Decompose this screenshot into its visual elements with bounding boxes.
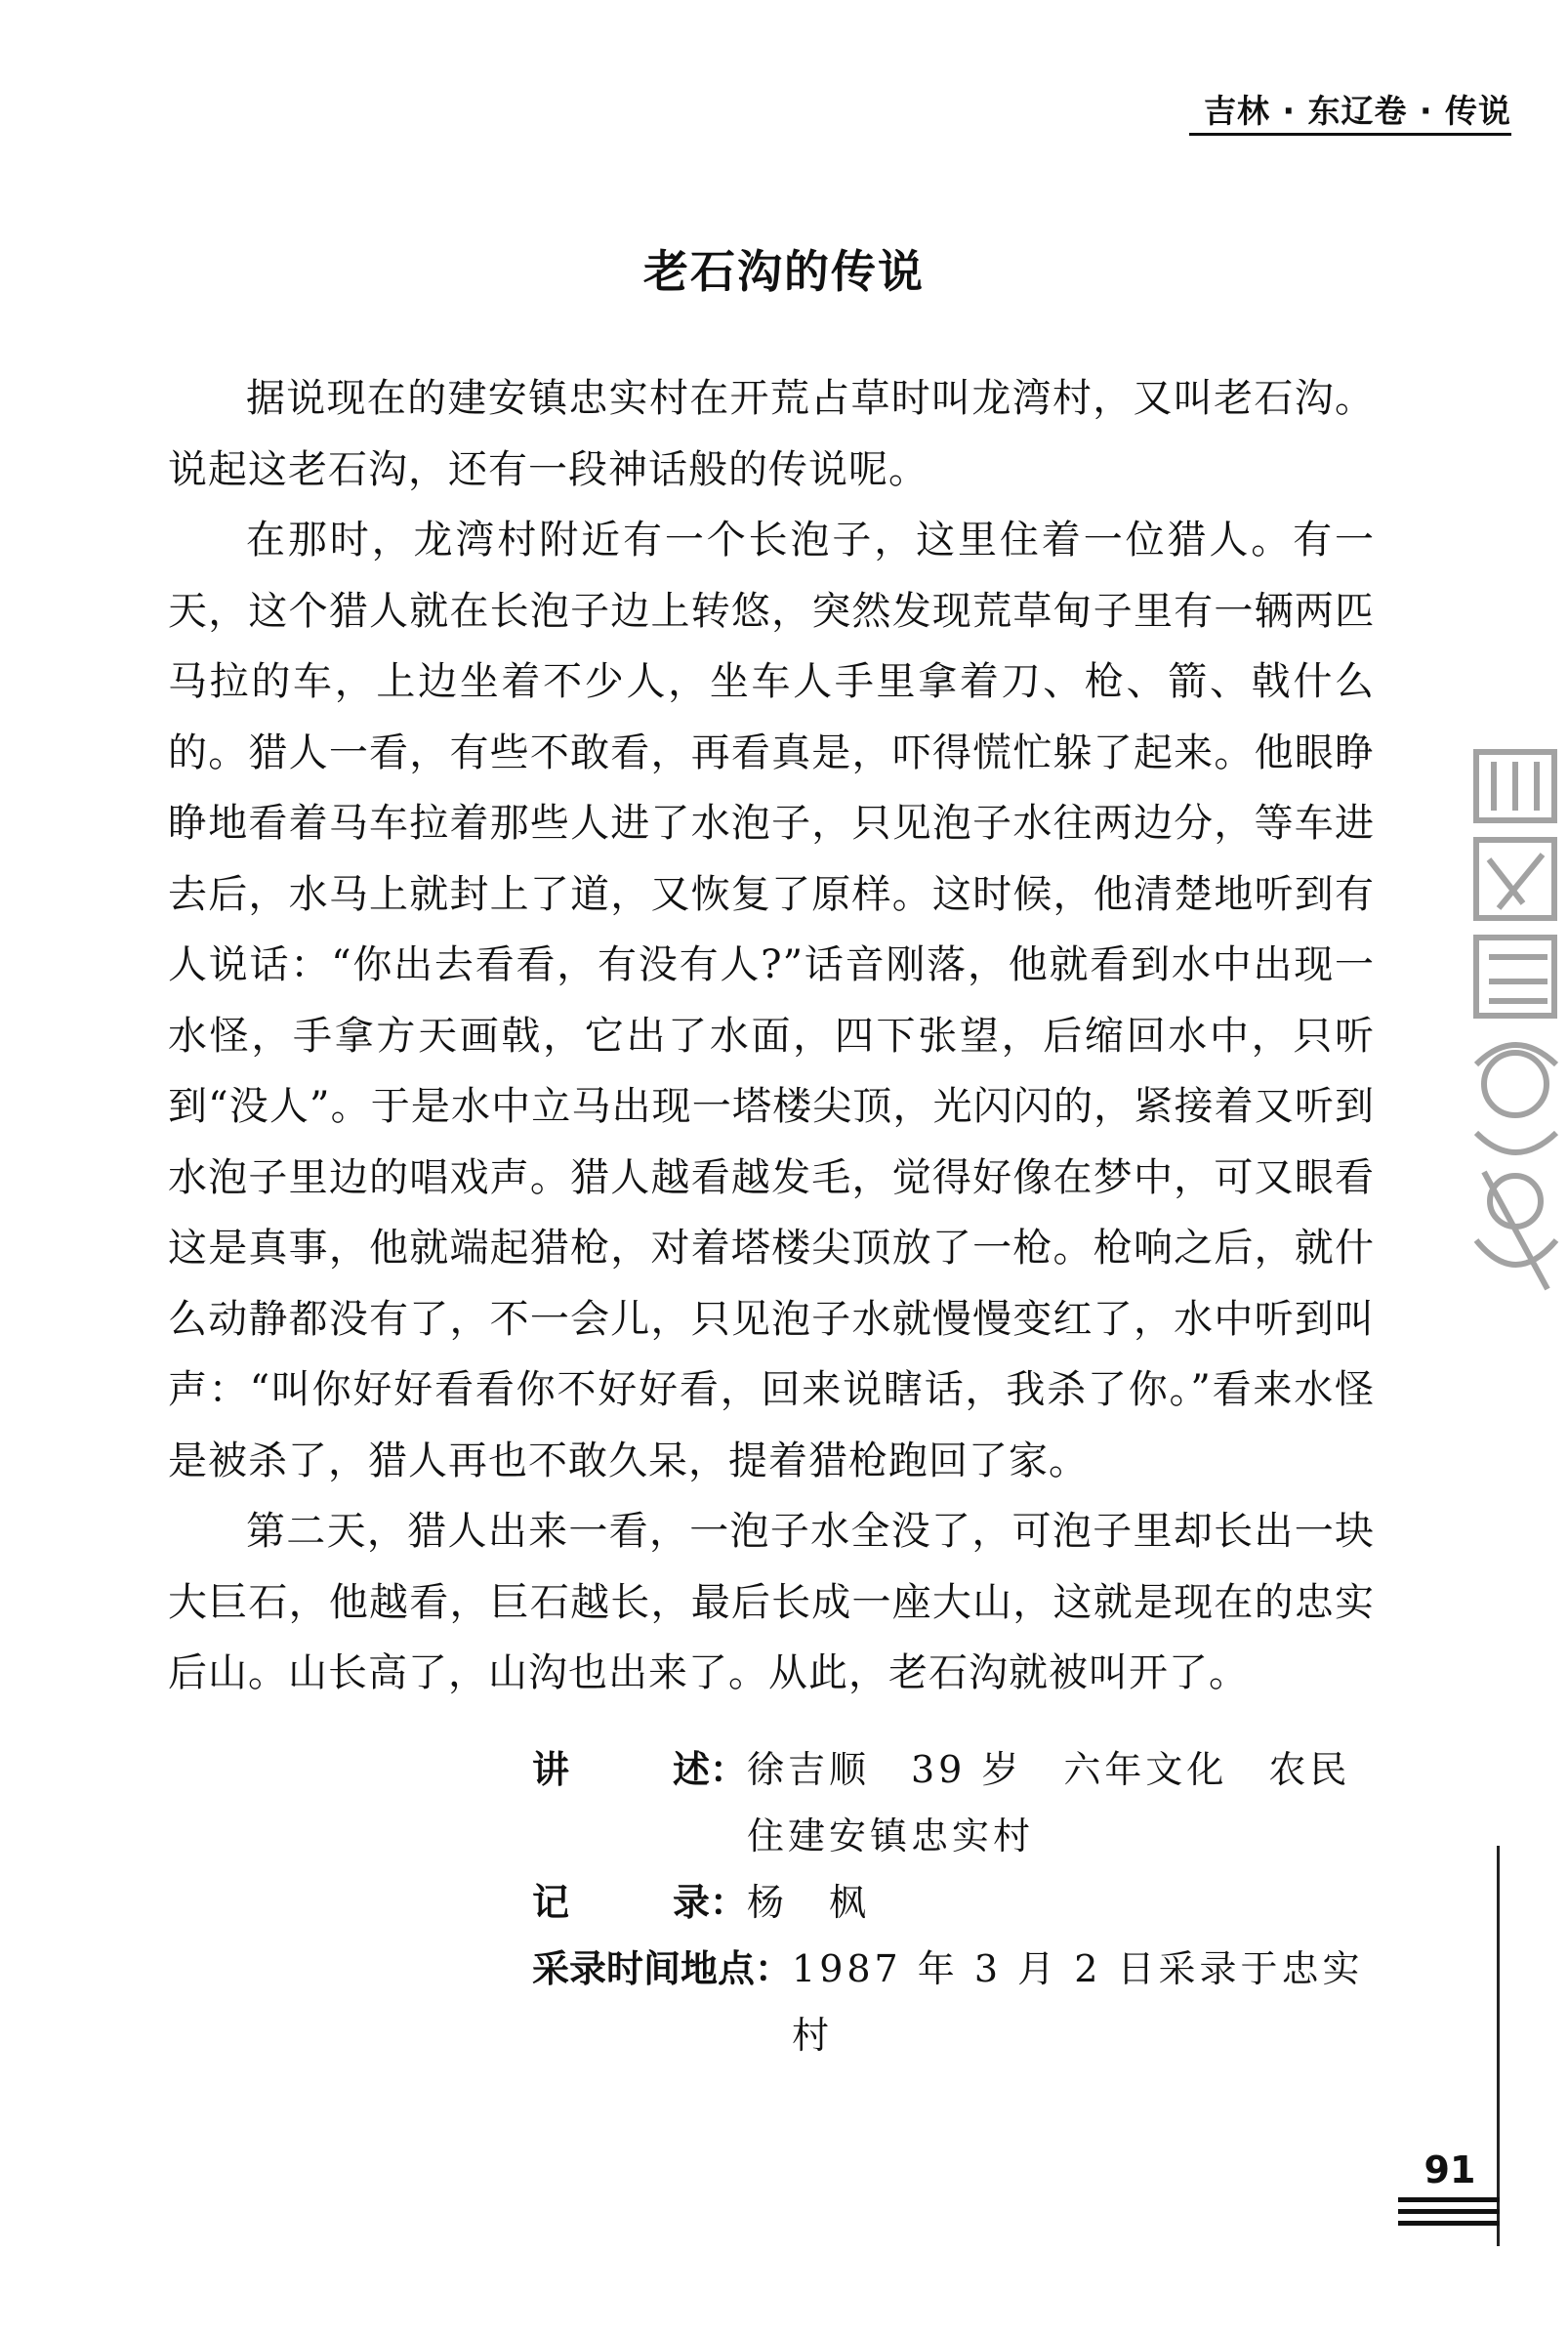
page-number: 91 — [1424, 2148, 1476, 2191]
running-header: 吉林 · 东辽卷 · 传说 — [1203, 92, 1511, 130]
footer-bar — [1398, 2221, 1500, 2226]
narrator-label: 讲 述： — [532, 1748, 747, 1791]
paragraph: 在那时，龙湾村附近有一个长泡子，这里住着一位猎人。有一天，这个猎人就在长泡子边上转悠，突然发现荒草甸子里有一辆两匹马拉的车，上边坐着不少人，坐车人手里拿着刀、枪、箭、戟什么的。猎人一看，有些不敢看，再看真是，吓得慌忙躲了起来。他眼睁睁地看着马车拉着那些人进了水泡子，只见泡子水往两边分，等车进去后，水马上就封上了道，又恢复了原样。这时候，他清楚地听到有人说话：“你出去看看，有没有人?”话音刚落，他就看到水中出现一水怪，手拿方天画戟，它出了水面，四下张望，后缩回水中，只听到“没人”。于是水中立马出现一塔楼尖顶，光闪闪的，紧接着又听到水泡子里边的唱戏声。猎人越看越发毛，觉得好像在梦中，可又眼看这是真事，他就端起猎枪，对着塔楼尖顶放了一枪。枪响之后，就什么动静都没有了，不一会儿，只见泡子水就慢慢变红了，水中听到叫声：“叫你好好看看你不好好看，回来说瞎话，我杀了你。”看来水怪是被杀了，猎人再也不敢久呆，提着猎枪跑回了家。 — [168, 518, 1375, 1483]
credits-block — [532, 1736, 1372, 2068]
header-rule — [1189, 133, 1511, 136]
narrator-value: 徐吉顺 39 岁 六年文化 农民 — [747, 1748, 1351, 1791]
recorder-label: 记 录： — [532, 1881, 747, 1924]
time-place-value: 1987 年 3 月 2 日采录于忠实村 — [792, 1947, 1364, 2057]
recorder-value: 杨 枫 — [747, 1881, 871, 1924]
narrator-row — [532, 1736, 1372, 1803]
footer-bar — [1398, 2197, 1500, 2202]
time-place-label: 采录时间地点： — [532, 1947, 793, 1990]
margin-rule — [1497, 1846, 1500, 2246]
paragraph: 第二天，猎人出来一看，一泡子水全没了，可泡子里却长出一块大巨石，他越看，巨石越长，最后长成一座大山，这就是现在的忠实后山。山长高了，山沟也出来了。从此，老石沟就被叫开了。 — [168, 1509, 1375, 1695]
footer-bar — [1398, 2209, 1500, 2214]
side-ornament-icon — [1465, 742, 1568, 1309]
page-title: 老石沟的传说 — [643, 245, 925, 298]
article-body — [168, 363, 1375, 1709]
narrator-residence: 住建安镇忠实村 — [747, 1815, 1035, 1857]
time-place-row — [532, 1936, 1372, 2068]
paragraph: 据说现在的建安镇忠实村在开荒占草时叫龙湾村，又叫老石沟。说起这老石沟，还有一段神话般的传说呢。 — [168, 376, 1375, 492]
recorder-row — [532, 1869, 1372, 1936]
